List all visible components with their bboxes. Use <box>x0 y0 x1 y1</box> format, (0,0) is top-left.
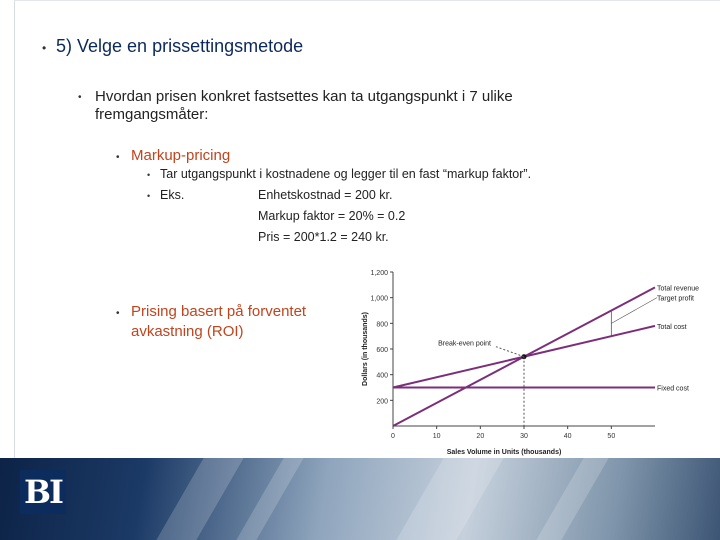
series-label: Fixed cost <box>657 385 689 393</box>
break-even-chart <box>340 262 720 462</box>
roi-heading-line: Prising basert på forventet <box>131 303 307 320</box>
bullet-icon: • <box>147 191 151 201</box>
series-label: Total cost <box>657 323 687 331</box>
markup-description: Tar utgangspunkt i kostnadene og legger til en fast “markup faktor”. <box>160 167 532 181</box>
target-profit-label: Target profit <box>657 295 694 303</box>
bullet-icon: • <box>147 170 151 180</box>
example-line: Markup faktor = 20% = 0.2 <box>258 209 406 223</box>
break-even-pointer <box>496 347 524 357</box>
example-line: Enhetskostnad = 200 kr. <box>258 188 393 202</box>
method-heading-markup: Markup-pricing <box>131 147 231 164</box>
break-even-label: Break-even point <box>438 340 491 348</box>
bullet-icon: • <box>116 152 120 163</box>
method-heading-roi <box>131 302 306 342</box>
x-tick-label: 0 <box>391 433 395 440</box>
y-axis-label: Dollars (in thousands) <box>362 312 369 386</box>
y-tick-label: 200 <box>376 398 388 406</box>
x-tick-label: 20 <box>476 433 485 440</box>
roi-heading-line: avkastning (ROI) <box>131 323 244 340</box>
x-tick-label: 30 <box>520 433 528 440</box>
footer-banner <box>0 458 720 540</box>
x-tick-label: 40 <box>563 433 572 440</box>
bi-logo: BI <box>20 470 66 514</box>
x-axis-label: Sales Volume in Units (thousands) <box>446 449 562 456</box>
y-tick-label: 400 <box>376 372 388 380</box>
y-tick-label: 600 <box>376 347 388 354</box>
bullet-icon: • <box>116 308 120 319</box>
bullet-icon: • <box>42 41 47 55</box>
example-line: Pris = 200*1.2 = 240 kr. <box>258 230 389 244</box>
example-label: Eks. <box>160 188 185 202</box>
x-tick-label: 50 <box>607 433 616 440</box>
y-tick-label: 1,000 <box>370 295 388 303</box>
slide-title: 5) Velge en prissettingsmetode <box>56 36 304 56</box>
y-tick-label: 1,200 <box>370 270 388 277</box>
x-tick-label: 10 <box>432 433 441 440</box>
bullet-icon: • <box>78 92 82 103</box>
series-label: Total revenue <box>657 285 700 293</box>
target-profit-pointer <box>611 298 657 324</box>
y-tick-label: 800 <box>376 321 388 329</box>
intro-text: Hvordan prisen konkret fastsettes kan ta utgangspunkt i 7 ulike fremgangsmåter: <box>95 88 513 123</box>
